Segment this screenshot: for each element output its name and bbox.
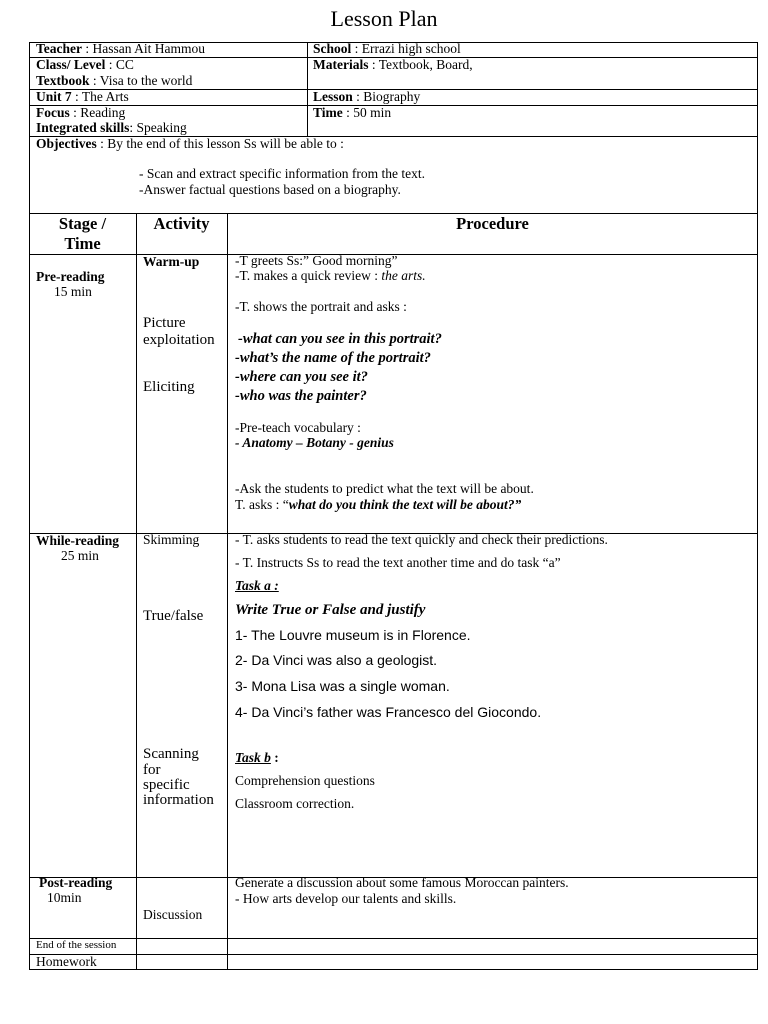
unit-value: : The Arts (71, 89, 129, 104)
portrait-question: -what’s the name of the portrait? (235, 350, 431, 366)
textbook-value: : Visa to the world (89, 73, 193, 88)
comprehension-step: Comprehension questions (235, 773, 375, 788)
portrait-step: -T. shows the portrait and asks : (235, 299, 407, 314)
column-divider (227, 213, 228, 970)
time-value: : 50 min (342, 105, 392, 120)
portrait-question: -who was the painter? (235, 388, 367, 404)
objectives-label: Objectives (36, 136, 97, 151)
warmup-activity: Warm-up (143, 254, 200, 269)
portrait-question: -what can you see in this portrait? (238, 331, 442, 347)
teacher-field (36, 41, 205, 57)
picture-activity-line2: exploitation (143, 332, 215, 348)
end-of-session-label: End of the session (36, 939, 117, 951)
lesson-field (313, 89, 420, 105)
lesson-value: : Biography (352, 89, 421, 104)
true-false-statement: 1- The Louvre museum is in Florence. (235, 627, 471, 643)
scanning-activity-line4: information (143, 792, 214, 808)
vocab-intro: -Pre-teach vocabulary : (235, 420, 361, 435)
row-divider (29, 938, 758, 939)
post-reading-stage: Post-reading (39, 875, 113, 890)
textbook-label: Textbook (36, 73, 90, 88)
pre-reading-time: 15 min (54, 284, 92, 299)
task-b-colon: : (270, 750, 279, 765)
discussion-activity: Discussion (143, 907, 203, 922)
school-label: School (313, 41, 352, 56)
textbook-field (36, 73, 192, 89)
materials-value: : Textbook, Board, (368, 57, 473, 72)
materials-label: Materials (313, 57, 369, 72)
skills-value: : Speaking (129, 120, 187, 135)
column-divider (307, 42, 308, 136)
discussion-step: Generate a discussion about some famous Moroccan painters. (235, 875, 569, 890)
objectives-intro (36, 136, 344, 152)
while-reading-time: 25 min (61, 548, 99, 563)
homework-label: Homework (36, 954, 97, 969)
eliciting-activity: Eliciting (143, 379, 195, 395)
unit-field (36, 89, 129, 105)
class-value: : CC (105, 57, 134, 72)
objectives-intro-text: : By the end of this lesson Ss will be able to : (96, 136, 344, 151)
scanning-activity-line1: Scanning (143, 746, 199, 762)
unit-label: Unit 7 (36, 89, 72, 104)
class-field (36, 57, 134, 73)
vocab-words: - Anatomy – Botany - genius (235, 435, 394, 450)
stage-column-header (29, 214, 136, 254)
instruct-step: - T. Instructs Ss to read the text another time and do task “a” (235, 555, 561, 570)
skimming-activity: Skimming (143, 532, 200, 547)
focus-value: : Reading (69, 105, 126, 120)
focus-label: Focus (36, 105, 70, 120)
discussion-step: - How arts develop our talents and skills. (235, 891, 457, 906)
while-reading-stage: While-reading (36, 533, 120, 548)
school-field (313, 41, 461, 57)
scanning-activity-line2: for (143, 762, 161, 778)
stage-header-line1: Stage / (58, 214, 107, 233)
objective-item: - Scan and extract specific information from the text. (139, 166, 426, 181)
focus-field (36, 105, 125, 121)
correction-step: Classroom correction. (235, 796, 355, 811)
activity-column-header: Activity (153, 214, 210, 233)
stage-header-line2: Time (64, 234, 101, 253)
picture-activity-line1: Picture (143, 315, 186, 331)
truefalse-activity: True/false (143, 608, 204, 624)
teacher-value: : Hassan Ait Hammou (82, 41, 205, 56)
portrait-question: -where can you see it? (235, 369, 368, 385)
review-topic: the arts. (381, 268, 426, 283)
page-title: Lesson Plan (330, 6, 438, 31)
true-false-statement: 2- Da Vinci was also a geologist. (235, 652, 438, 668)
task-a-instruction: Write True or False and justify (235, 602, 426, 618)
scanning-activity-line3: specific (143, 777, 190, 793)
pre-reading-stage: Pre-reading (36, 269, 105, 284)
post-reading-time: 10min (47, 890, 82, 905)
ask-question: what do you think the text will be about?” (288, 497, 522, 512)
row-divider (29, 105, 758, 106)
skills-field (36, 120, 187, 136)
ask-prefix: T. asks : “ (235, 497, 289, 512)
objective-item: -Answer factual questions based on a biography. (139, 182, 401, 197)
skim-step: - T. asks students to read the text quickly and check their predictions. (235, 532, 608, 547)
review-step (235, 268, 426, 284)
true-false-statement: 4- Da Vinci’s father was Francesco del Giocondo. (235, 704, 542, 720)
lesson-label: Lesson (313, 89, 353, 104)
review-prefix: -T. makes a quick review : (235, 268, 382, 283)
row-divider (29, 954, 758, 955)
predict-step: -Ask the students to predict what the text will be about. (235, 481, 534, 496)
task-a-heading: Task a : (235, 578, 279, 593)
school-value: : Errazi high school (351, 41, 461, 56)
class-label: Class/ Level (36, 57, 106, 72)
time-field (313, 105, 391, 121)
time-label: Time (313, 105, 343, 120)
true-false-statement: 3- Mona Lisa was a single woman. (235, 678, 450, 694)
task-b-label: Task b (235, 750, 271, 765)
task-b-heading (235, 750, 279, 766)
ask-step (235, 497, 521, 513)
column-divider (136, 213, 137, 970)
materials-field (313, 57, 473, 73)
teacher-label: Teacher (36, 41, 82, 56)
skills-label: Integrated skills (36, 120, 130, 135)
procedure-column-header: Procedure (456, 214, 529, 233)
greet-step: -T greets Ss:” Good morning” (235, 253, 398, 268)
